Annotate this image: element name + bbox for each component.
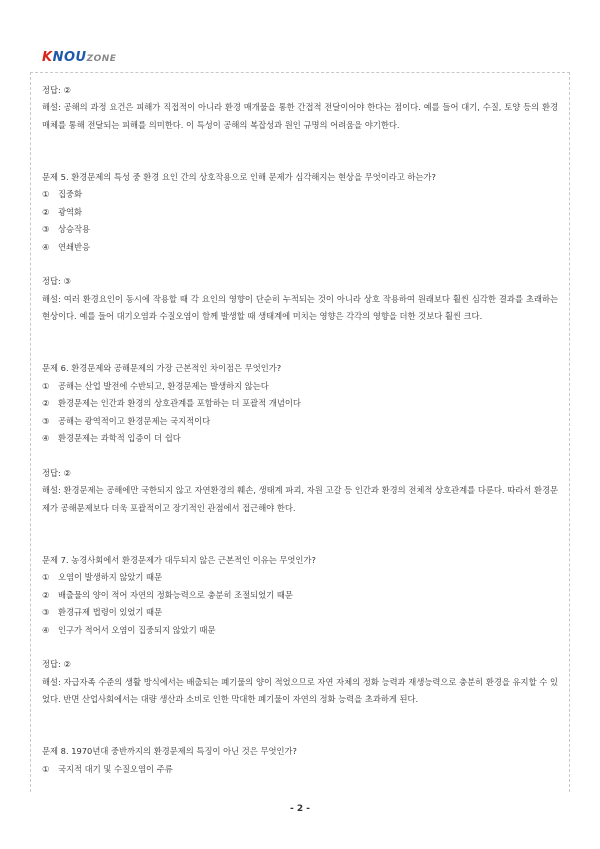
q5-option-4: ④ 연쇄반응 — [42, 241, 91, 252]
explanation-5: 해설: 여러 환경요인이 동시에 작용할 때 각 요인의 영향이 단순히 누적되는 것이 아니라 상호 작용하여 원래보다 훨씬 심각한 결과를 초래하는 현상이다. 예를 들어 대기오염과 수질오염이 함께 발생할 때 생태계에 미치는 영향은 각각의 영향을 더한 것보다 훨씬 크다. — [42, 293, 558, 322]
explanation-7: 해설: 자급자족 수준의 생활 방식에서는 배출되는 폐기물의 양이 적었으므로 자연 자체의 정화 능력과 재생능력으로 충분히 환경을 유지할 수 있었다. 반면 산업사회에서는 대량 생산과 소비로 인한 막대한 폐기물이 자연의 정화 능력을 초과하게 된다. — [42, 676, 558, 705]
explanation-6: 해설: 환경문제는 공해에만 국한되지 않고 자연환경의 훼손, 생태계 파괴, 자원 고갈 등 인간과 환경의 전체적 상호관계를 다룬다. 따라서 환경문제가 공해문제보다 더욱 포괄적이고 장기적인 관점에서 접근해야 한다. — [42, 485, 558, 513]
question-6: 문제 6. 환경문제와 공해문제의 가장 근본적인 차이점은 무엇인가? — [42, 363, 282, 374]
q8-option-1: ① 국지적 대기 및 수질오염이 주류 — [42, 763, 173, 774]
answer-5: 정답: ③ — [42, 276, 71, 287]
q7-option-2: ② 배출물의 양이 적어 자연의 정화능력으로 충분히 조절되었기 때문 — [42, 589, 293, 600]
explanation-4: 해설: 공해의 과정 요건은 피해가 직접적이 아니라 환경 매개물을 통한 간접적 전달이어야 한다는 점이다. 예를 들어 대기, 수질, 토양 등의 환경 매체를 통해 전달되는 피해를 의미한다. 이 특성이 공해의 복잡성과 원인 규명의 어려움을 야기한다. — [42, 102, 558, 130]
document-body — [42, 82, 558, 778]
answer-7: 정답: ② — [42, 659, 71, 670]
question-8: 문제 8. 1970년대 중반까지의 환경문제의 특징이 아닌 것은 무엇인가? — [42, 746, 297, 757]
q6-option-2: ② 환경문제는 인간과 환경의 상호관계를 포함하는 더 포괄적 개념이다 — [42, 398, 301, 409]
q7-option-1: ① 오염이 발생하지 않았기 때문 — [42, 572, 163, 583]
question-7: 문제 7. 농경사회에서 환경문제가 대두되지 않은 근본적인 이유는 무엇인가? — [42, 554, 316, 565]
answer-6: 정답: ② — [42, 467, 71, 478]
q7-option-3: ③ 환경규제 법령이 있었기 때문 — [42, 607, 163, 618]
knouzone-logo: KNOUZONE — [42, 50, 117, 65]
q7-option-4: ④ 인구가 적어서 오염이 집중되지 않았기 때문 — [42, 624, 216, 635]
q5-option-3: ③ 상승작용 — [42, 224, 91, 235]
page-number: - 2 - — [290, 804, 310, 814]
q6-option-4: ④ 환경문제는 과학적 입증이 더 쉽다 — [42, 433, 181, 444]
q6-option-1: ① 공해는 산업 발전에 수반되고, 환경문제는 발생하지 않는다 — [42, 380, 269, 391]
question-5: 문제 5. 환경문제의 특성 중 환경 요인 간의 상호작용으로 인해 문제가 심각해지는 현상을 무엇이라고 하는가? — [42, 172, 436, 183]
answer-4: 정답: ② — [42, 85, 71, 95]
q5-option-2: ② 광역화 — [42, 206, 83, 217]
q6-option-3: ③ 공해는 광역적이고 환경문제는 국지적이다 — [42, 415, 211, 426]
q5-option-1: ① 집중화 — [42, 189, 83, 200]
